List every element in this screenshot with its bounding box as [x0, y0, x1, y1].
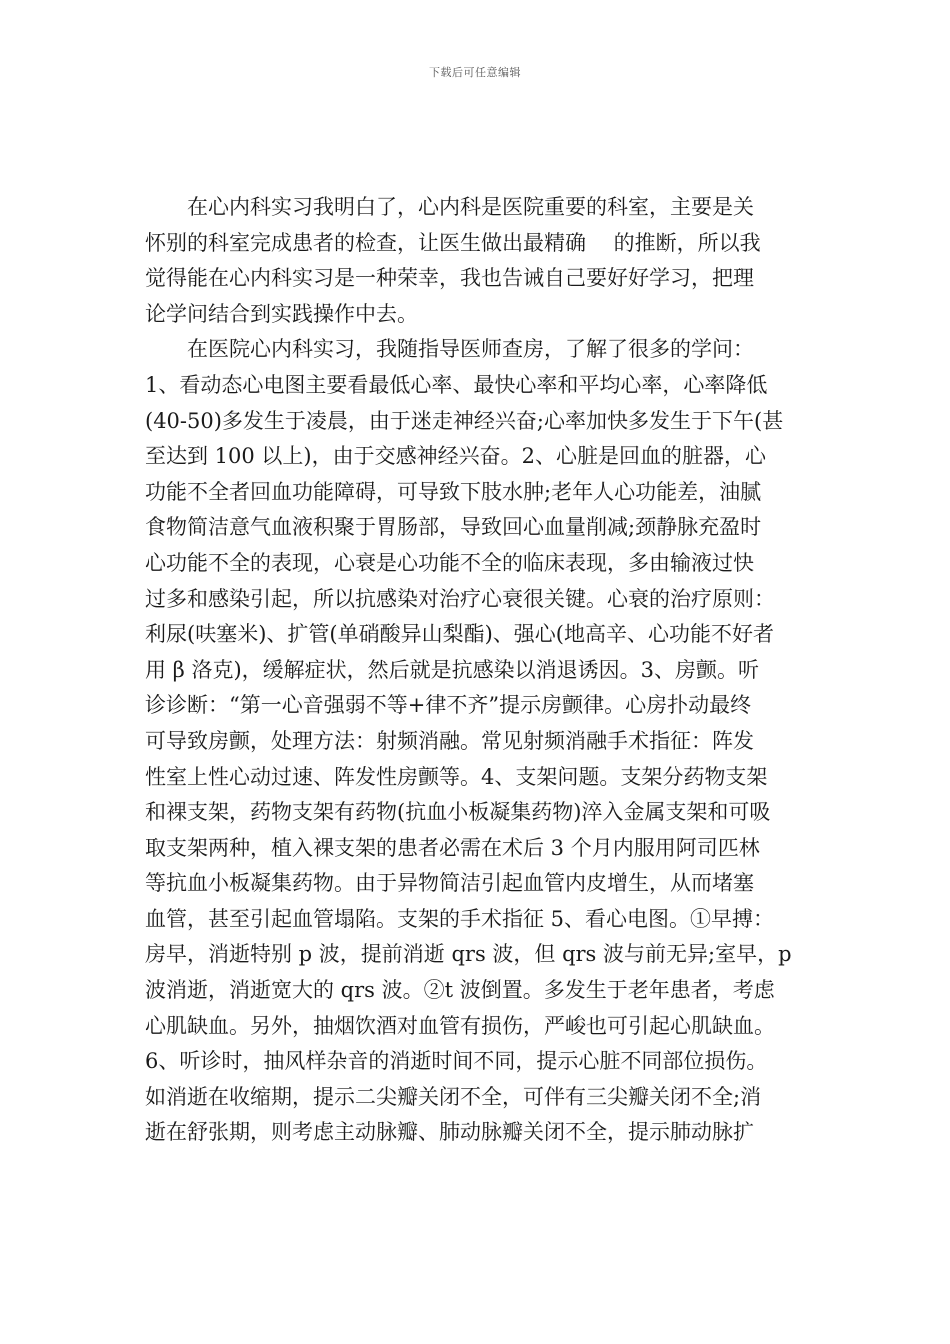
- text-line: 取支架两种，植入裸支架的患者必需在术后 3 个月内服用阿司匹林: [145, 835, 760, 860]
- text-line: 和裸支架，药物支架有药物(抗血小板凝集药物)淬入金属支架和可吸: [145, 800, 771, 825]
- page-header: 下载后可任意编辑: [429, 66, 521, 79]
- text-line: (40-50)多发生于凌晨，由于迷走神经兴奋;心率加快多发生于下午(甚: [145, 408, 784, 433]
- text-line: 功能不全者回血功能障碍，可导致下肢水肿;老年人心功能差，油腻: [145, 479, 762, 504]
- text-line: 食物简洁意气血液积聚于胃肠部，导致回心血量削减;颈静脉充盈时: [145, 515, 762, 540]
- text-line: 1、看动态心电图主要看最低心率、最快心率和平均心率，心率降低: [145, 372, 768, 397]
- text-line: 心功能不全的表现，心衰是心功能不全的临床表现，多由输液过快: [145, 550, 754, 575]
- text-line: 用 β 洛克)，缓解症状，然后就是抗感染以消退诱因。3、房颤。听: [145, 657, 760, 682]
- text-line: 6、听诊时，抽风样杂音的消逝时间不同，提示心脏不同部位损伤。: [145, 1049, 768, 1074]
- text-line: 波消逝，消逝宽大的 qrs 波。②t 波倒置。多发生于老年患者，考虑: [145, 978, 775, 1003]
- text-line: 血管，甚至引起血管塌陷。支架的手术指征 5、看心电图。①早搏：: [145, 906, 775, 931]
- text-line: 在心内科实习我明白了，心内科是医院重要的科室，主要是关: [145, 195, 754, 219]
- text-line: 诊诊断：“第一心音强弱不等+律不齐”提示房颤律。心房扑动最终: [145, 693, 752, 718]
- text-line: 等抗血小板凝集药物。由于异物简洁引起血管内皮增生，从而堵塞: [145, 871, 754, 896]
- text-line: 利尿(呋塞米)、扩管(单硝酸异山梨酯)、强心(地高辛、心功能不好者: [145, 622, 774, 647]
- text-line: 心肌缺血。另外，抽烟饮酒对血管有损伤，严峻也可引起心肌缺血。: [145, 1013, 775, 1038]
- text-line: 房早，消逝特别 p 波，提前消逝 qrs 波，但 qrs 波与前无异;室早，p: [145, 942, 792, 967]
- text-line: 如消逝在收缩期，提示二尖瓣关闭不全，可伴有三尖瓣关闭不全;消: [145, 1084, 762, 1109]
- body-text: [145, 190, 835, 1151]
- text-line: 过多和感染引起，所以抗感染对治疗心衰很关键。心衰的治疗原则：: [145, 586, 775, 611]
- text-line: 怀别的科室完成患者的检查，让医生做出最精确 的推断，所以我: [145, 230, 761, 255]
- text-line: 逝在舒张期，则考虑主动脉瓣、肺动脉瓣关闭不全，提示肺动脉扩: [145, 1120, 754, 1145]
- text-line: 在医院心内科实习，我随指导医师查房，了解了很多的学问：: [145, 337, 754, 362]
- text-line: 至达到 100 以上)，由于交感神经兴奋。2、心脏是回血的脏器，心: [145, 444, 766, 469]
- text-line: 觉得能在心内科实习是一种荣幸，我也告诫自己要好好学习，把理: [145, 266, 754, 291]
- text-line: 论学问结合到实践操作中去。: [145, 301, 418, 326]
- text-line: 可导致房颤，处理方法：射频消融。常见射频消融手术指征：阵发: [145, 728, 754, 753]
- text-line: 性室上性心动过速、阵发性房颤等。4、支架问题。支架分药物支架: [145, 764, 768, 789]
